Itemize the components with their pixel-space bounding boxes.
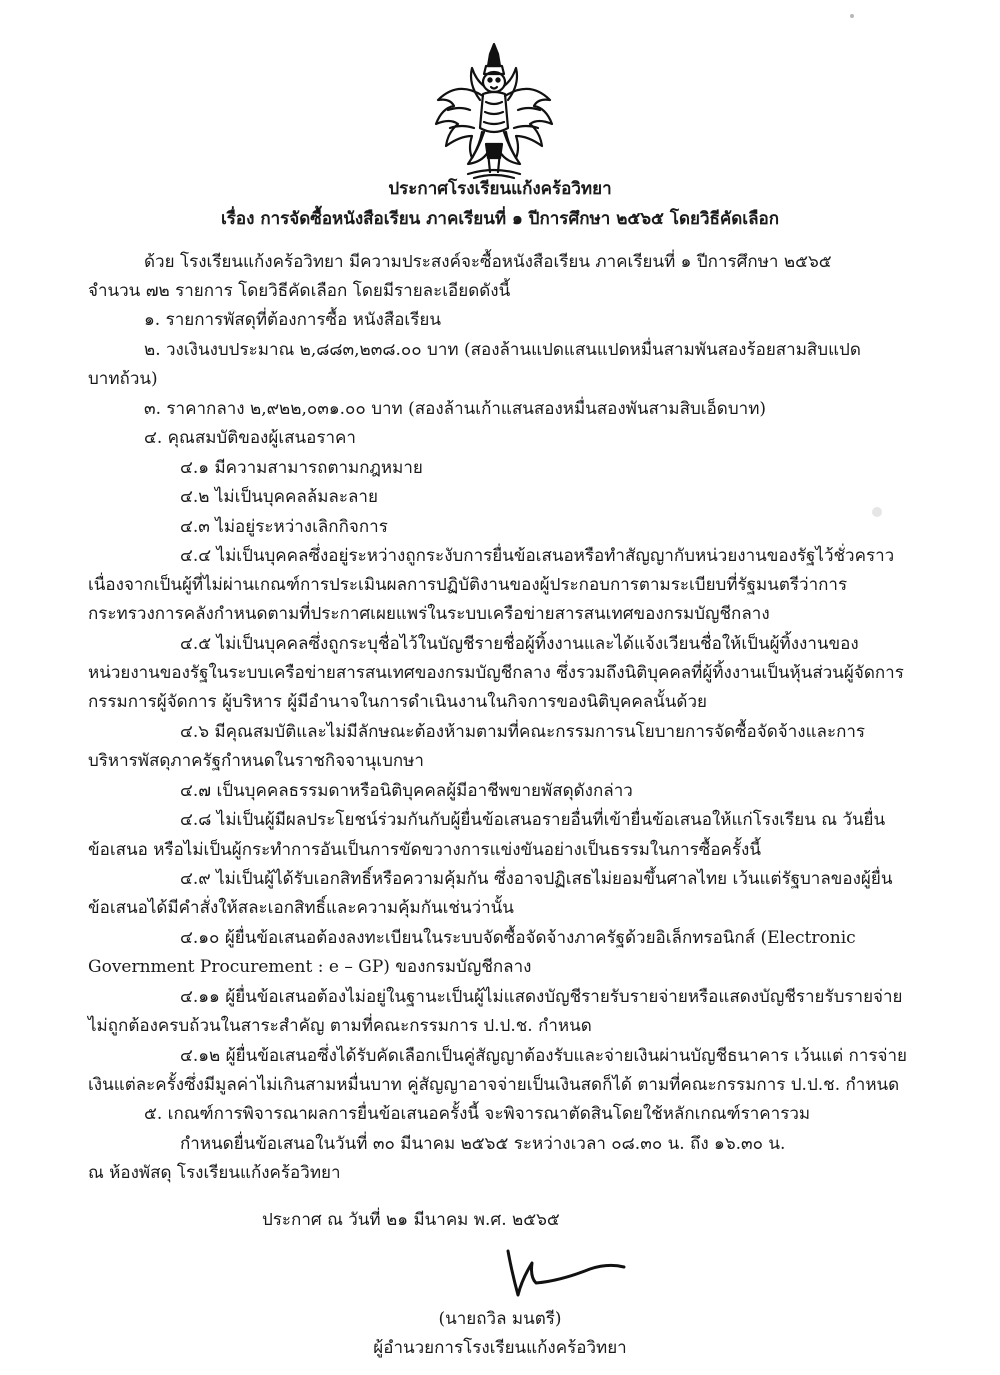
- body-line: ๔.๔ ไม่เป็นบุคคลซึ่งอยู่ระหว่างถูกระงับการยื่นข้อเสนอหรือทำสัญญากับหน่วยงานของรัฐไว้ชั่วคราว: [180, 546, 895, 566]
- garuda-emblem-icon: [428, 40, 560, 180]
- body-line: เนื่องจากเป็นผู้ที่ไม่ผ่านเกณฑ์การประเมินผลการปฏิบัติงานของผู้ประกอบการตามระเบียบที่รัฐมนตรีว่าการ: [88, 575, 848, 595]
- body-line: ๔.๘ ไม่เป็นผู้มีผลประโยชน์ร่วมกันกับผู้ยื่นข้อเสนอรายอื่นที่เข้ายื่นข้อเสนอให้แก่โรงเรียน ณ วันยื่น: [180, 810, 886, 830]
- body-line: เงินแต่ละครั้งซึ่งมีมูลค่าไม่เกินสามหมื่นบาท คู่สัญญาอาจจ่ายเป็นเงินสดก็ได้ ตามที่คณะกรรมการ ป.ป.ช. กำหนด: [88, 1075, 900, 1095]
- body-line: ๑. รายการพัสดุที่ต้องการซื้อ หนังสือเรียน: [144, 310, 441, 330]
- body-line: กำหนดยื่นข้อเสนอในวันที่ ๓๐ มีนาคม ๒๕๖๕ ระหว่างเวลา ๐๘.๓๐ น. ถึง ๑๖.๓๐ น.: [180, 1134, 786, 1154]
- announcement-title: ประกาศโรงเรียนแก้งคร้อวิทยา: [388, 179, 612, 199]
- body-line: ๔. คุณสมบัติของผู้เสนอราคา: [144, 428, 356, 448]
- body-line: ๔.๕ ไม่เป็นบุคคลซึ่งถูกระบุชื่อไว้ในบัญชีรายชื่อผู้ทิ้งงานและได้แจ้งเวียนชื่อให้เป็นผู้ทิ้งงานของ: [180, 634, 859, 654]
- signer-position: ผู้อำนวยการโรงเรียนแก้งคร้อวิทยา: [373, 1338, 627, 1358]
- scan-smudge: [872, 507, 882, 517]
- body-line: หน่วยงานของรัฐในระบบเครือข่ายสารสนเทศของกรมบัญชีกลาง ซึ่งรวมถึงนิติบุคคลที่ผู้ทิ้งงานเป็นหุ้นส่วนผู้จัดการ: [88, 663, 904, 683]
- body-line: ๔.๗ เป็นบุคคลธรรมดาหรือนิติบุคคลผู้มีอาชีพขายพัสดุดังกล่าว: [180, 781, 633, 801]
- body-line: บริหารพัสดุภาครัฐกำหนดในราชกิจจานุเบกษา: [88, 751, 424, 771]
- handwritten-signature: [500, 1243, 630, 1303]
- body-line: ๔.๑๐ ผู้ยื่นข้อเสนอต้องลงทะเบียนในระบบจัดซื้อจัดจ้างภาครัฐด้วยอิเล็กทรอนิกส์ (Electronic: [180, 928, 856, 948]
- body-line: ๔.๓ ไม่อยู่ระหว่างเลิกกิจการ: [180, 517, 388, 537]
- announcement-subject: เรื่อง การจัดซื้อหนังสือเรียน ภาคเรียนที่ ๑ ปีการศึกษา ๒๕๖๕ โดยวิธีคัดเลือก: [220, 209, 780, 229]
- scan-speck: [850, 14, 854, 18]
- body-line: ด้วย โรงเรียนแก้งคร้อวิทยา มีความประสงค์จะซื้อหนังสือเรียน ภาคเรียนที่ ๑ ปีการศึกษา ๒๕๖๕: [144, 252, 832, 272]
- body-line: จำนวน ๗๒ รายการ โดยวิธีคัดเลือก โดยมีรายละเอียดดังนี้: [88, 281, 511, 301]
- body-line: ข้อเสนอได้มีคำสั่งให้สละเอกสิทธิ์และความคุ้มกันเช่นว่านั้น: [88, 898, 514, 918]
- body-line: กรรมการผู้จัดการ ผู้บริหาร ผู้มีอำนาจในการดำเนินงานในกิจการของนิติบุคคลนั้นด้วย: [88, 692, 707, 712]
- body-line: ณ ห้องพัสดุ โรงเรียนแก้งคร้อวิทยา: [88, 1163, 341, 1183]
- announce-date: ประกาศ ณ วันที่ ๒๑ มีนาคม พ.ศ. ๒๕๖๕: [262, 1210, 560, 1230]
- body-line: ๔.๒ ไม่เป็นบุคคลล้มละลาย: [180, 487, 378, 507]
- body-line: ๔.๙ ไม่เป็นผู้ได้รับเอกสิทธิ์หรือความคุ้มกัน ซึ่งอาจปฏิเสธไม่ยอมขึ้นศาลไทย เว้นแต่รัฐบาลของผู้ยื่น: [180, 869, 893, 889]
- body-line: กระทรวงการคลังกำหนดตามที่ประกาศเผยแพร่ในระบบเครือข่ายสารสนเทศของกรมบัญชีกลาง: [88, 604, 770, 624]
- body-line: ๔.๑ มีความสามารถตามกฎหมาย: [180, 458, 423, 478]
- body-line: ๕. เกณฑ์การพิจารณาผลการยื่นข้อเสนอครั้งนี้ จะพิจารณาตัดสินโดยใช้หลักเกณฑ์ราคารวม: [144, 1104, 811, 1124]
- body-line: ๔.๑๑ ผู้ยื่นข้อเสนอต้องไม่อยู่ในฐานะเป็นผู้ไม่แสดงบัญชีรายรับรายจ่ายหรือแสดงบัญชีรายรับรายจ่าย: [180, 987, 903, 1007]
- body-line: ข้อเสนอ หรือไม่เป็นผู้กระทำการอันเป็นการขัดขวางการแข่งขันอย่างเป็นธรรมในการซื้อครั้งนี้: [88, 840, 761, 860]
- body-line: ไม่ถูกต้องครบถ้วนในสาระสำคัญ ตามที่คณะกรรมการ ป.ป.ช. กำหนด: [88, 1016, 592, 1036]
- body-line: ๔.๖ มีคุณสมบัติและไม่มีลักษณะต้องห้ามตามที่คณะกรรมการนโยบายการจัดซื้อจัดจ้างและการ: [180, 722, 866, 742]
- body-line: ๒. วงเงินงบประมาณ ๒,๘๘๓,๒๓๘.๐๐ บาท (สองล้านแปดแสนแปดหมื่นสามพันสองร้อยสามสิบแปด: [144, 340, 861, 360]
- body-line: Government Procurement : e – GP) ของกรมบัญชีกลาง: [88, 957, 532, 977]
- body-line: บาทถ้วน): [88, 369, 158, 389]
- signer-name: (นายถวิล มนตรี): [438, 1309, 562, 1329]
- body-line: ๔.๑๒ ผู้ยื่นข้อเสนอซึ่งได้รับคัดเลือกเป็นคู่สัญญาต้องรับและจ่ายเงินผ่านบัญชีธนาคาร เว้นแต่ การจ่าย: [180, 1046, 907, 1066]
- body-line: ๓. ราคากลาง ๒,๙๒๒,๐๓๑.๐๐ บาท (สองล้านเก้าแสนสองหมื่นสองพันสามสิบเอ็ดบาท): [144, 399, 767, 419]
- announcement-heading: [0, 174, 1000, 234]
